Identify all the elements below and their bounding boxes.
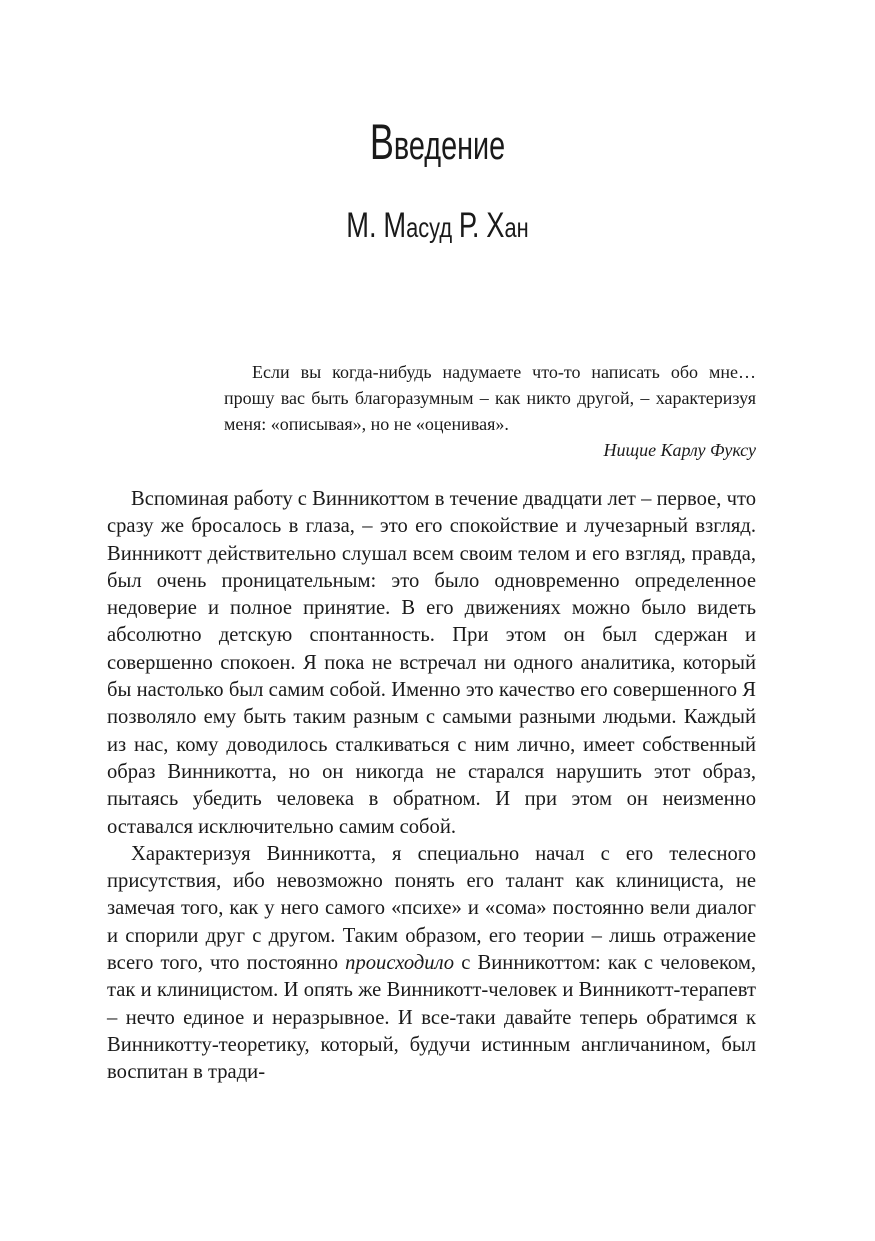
paragraph-2-start: Характеризуя Винникотта, я специально начал с его телесного присутствия, ибо невозможно понять его талант как клинициста, не замечая того, как у него самого «психе» и «сома» постоянно вели диалог и спорили друг с другом. Таким образом, его теории – лишь отражение всего того, что постоянно [107,842,756,975]
chapter-author [96,201,779,255]
epigraph [224,359,756,463]
paragraph-2-end: с Винникоттом: как с человеком, так и клиницистом. И опять же Винникотт-человек и Винникотт-терапевт – нечто единое и неразрывное. И все-таки давайте теперь обратимся к Винникотту-теоретику, который, будучи истинным англичанином, был воспитан в тради- [107,952,757,1084]
author-initial-1: М. [346,206,377,245]
author-initial-3: Р. [458,206,480,245]
author-initial-2: М [383,206,407,245]
paragraph-1: Вспоминая работу с Винникоттом в течение двадцати лет – первое, что сразу же бросалось в глаза, – это его спокойствие и лучезарный взгляд. Винникотт действительно слушал всем своим телом и его взгляд, правда, был очень проницательным: это было одновременно определенное недоверие и полное принятие. В его движениях можно было видеть абсолютно детскую спонтанность. При этом он был сдержан и совершенно спокоен. Я пока не встречал ни одного аналитика, который бы настолько был самим собой. Именно это качество его совершенного Я позволяло ему быть таким разным с самыми разными людьми. Каждый из нас, кому доводилось сталкиваться с ним лично, имеет собственный образ Винникотта, но он никогда не старался нарушить этот образ, пытаясь убедить человека в обратном. И при этом он неизменно оставался исключительно самим собой. [107,488,756,838]
paragraph-2-emphasis: происходило [345,952,455,975]
author-rest-2: асуд [406,212,453,243]
chapter-title [123,108,753,180]
epigraph-attribution: Нищие Карлу Фуксу [603,440,756,460]
paragraph-2 [107,841,756,1087]
body-text [107,486,756,1087]
author-rest-4: ан [504,212,529,243]
chapter-title-initial: В [369,114,394,170]
author-initial-4: Х [486,206,505,245]
chapter-title-rest: ведение [393,124,506,168]
epigraph-text: Если вы когда-нибудь надумаете что-то написать обо мне…прошу вас быть благоразумным – как никто другой, – характеризуя меня: «описывая», но не «оценивая». [224,362,756,434]
